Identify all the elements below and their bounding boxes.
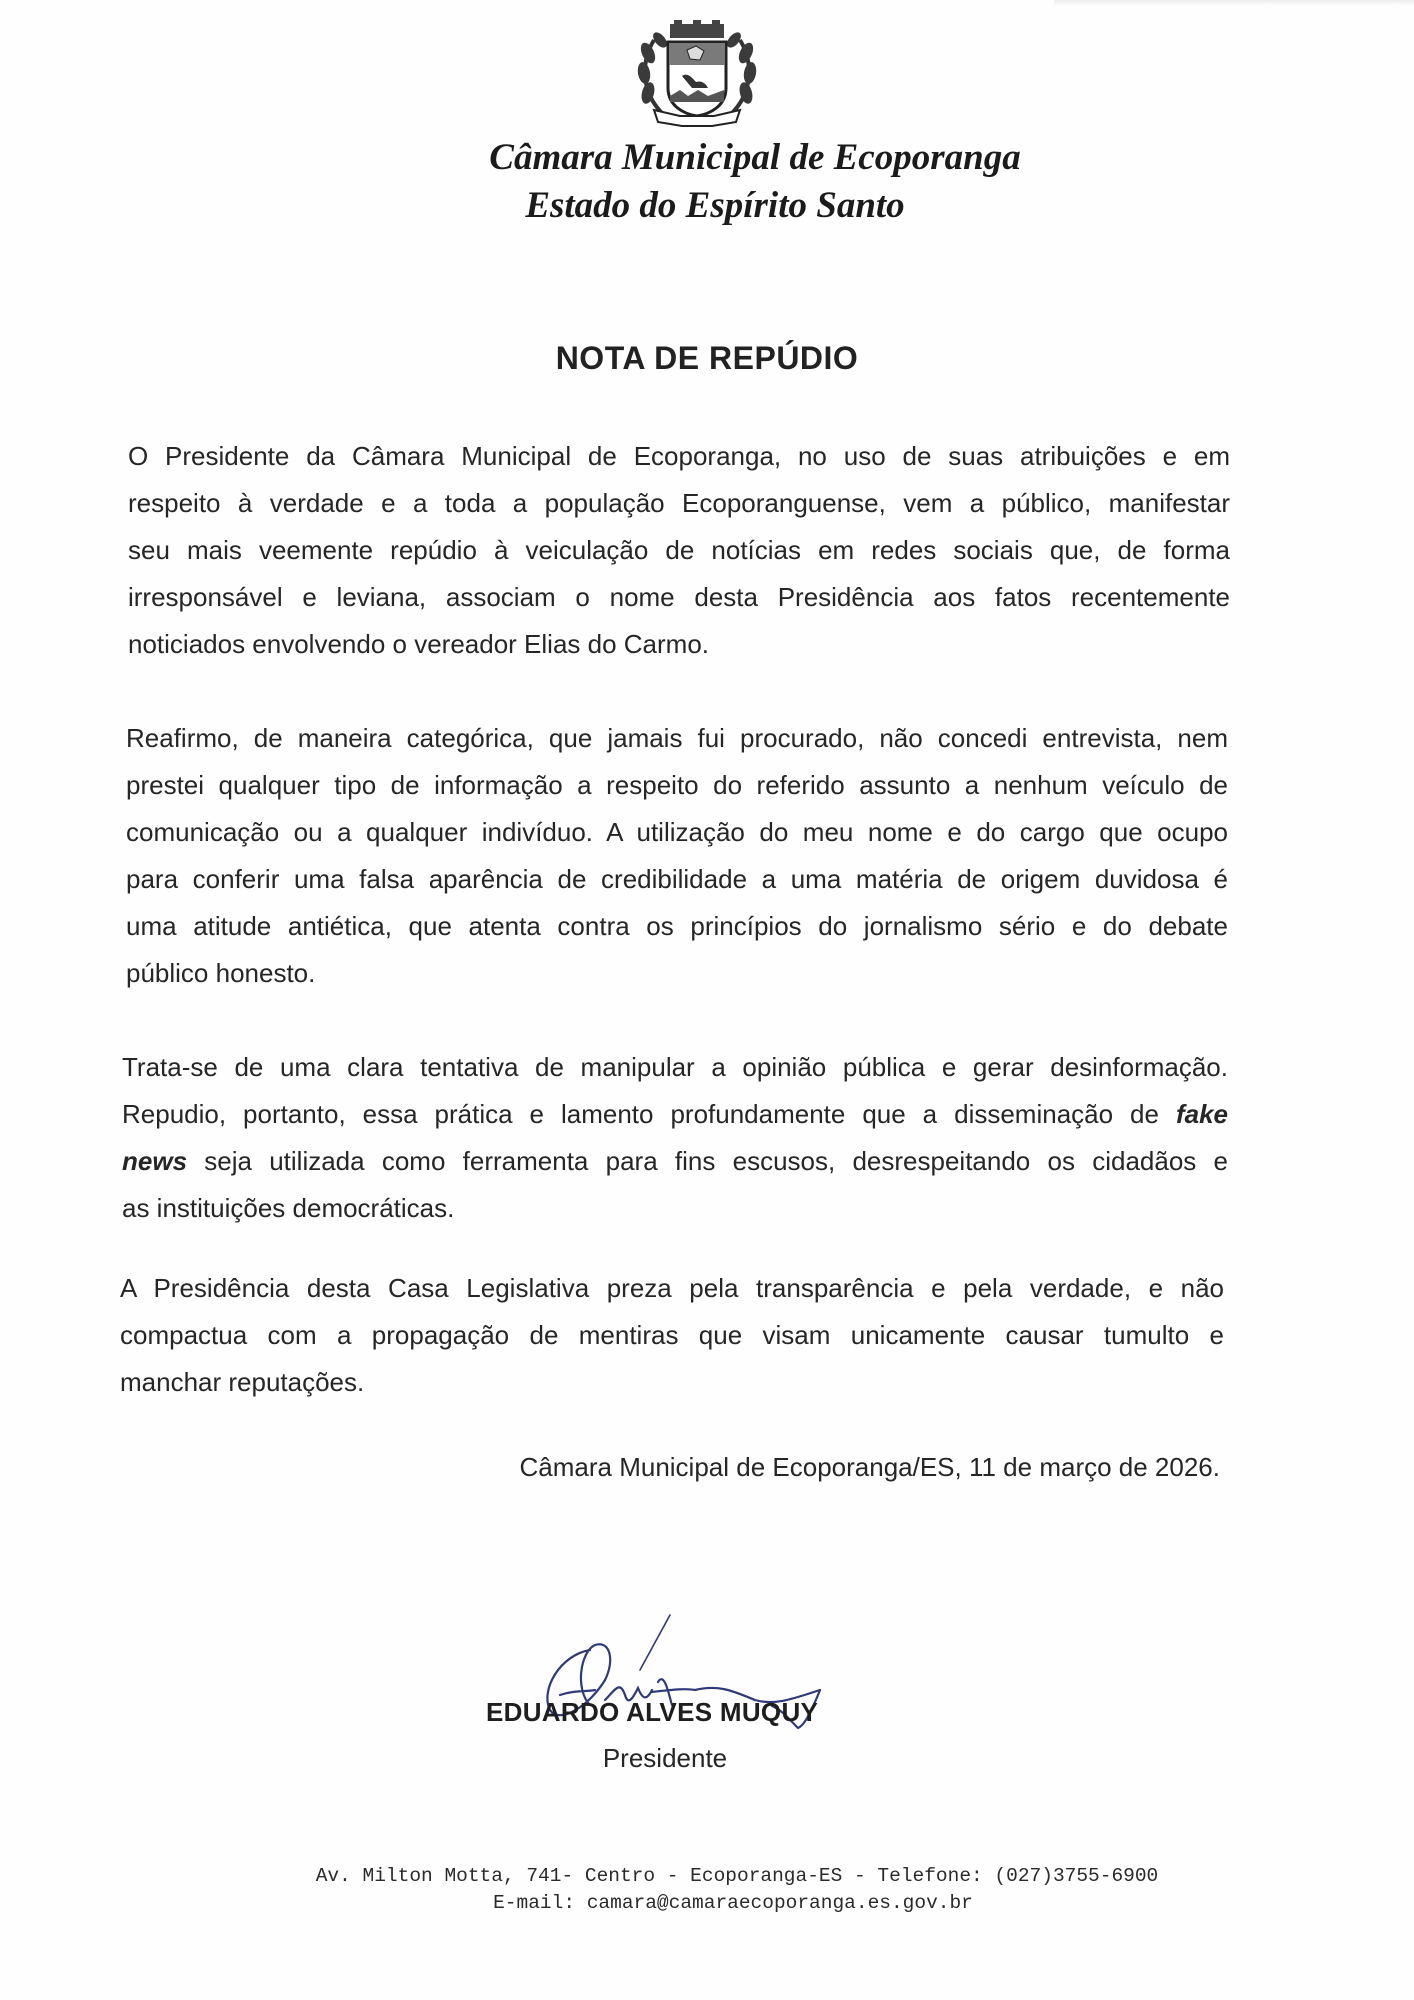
institution-name: Câmara Municipal de Ecoporanga <box>489 137 1021 178</box>
paragraph-line: uma atitude antiética, que atenta contra os princípios do jornalismo sério e do debate <box>126 911 1228 941</box>
paragraph-3 <box>122 1044 1228 1232</box>
state-name: Estado do Espírito Santo <box>525 185 905 226</box>
emphasis-fake: fake <box>1175 1099 1228 1129</box>
municipal-coat-of-arms-icon <box>632 18 762 130</box>
paragraph-line: compactua com a propagação de mentiras que visam unicamente causar tumulto e <box>120 1320 1224 1350</box>
paragraph-2 <box>126 715 1228 997</box>
footer-email: E-mail: camara@camaraecoporanga.es.gov.br <box>493 1892 973 1914</box>
handwritten-signature-icon <box>520 1610 880 1750</box>
paragraph-line: para conferir uma falsa aparência de credibilidade a uma matéria de origem duvidosa é <box>126 864 1228 894</box>
paragraph-line: respeito à verdade e a toda a população Ecoporanguense, vem a público, manifestar <box>128 488 1230 518</box>
paragraph-line: comunicação ou a qualquer indivíduo. A utilização do meu nome e do cargo que ocupo <box>126 817 1228 847</box>
paragraph-line: noticiados envolvendo o vereador Elias do Carmo. <box>128 629 710 659</box>
paragraph-line: Trata-se de uma clara tentativa de manipular a opinião pública e gerar desinformação. <box>122 1052 1228 1082</box>
paragraph-text: Repudio, portanto, essa prática e lamento profundamente que a disseminação de <box>122 1099 1176 1129</box>
paragraph-line <box>122 1138 1228 1185</box>
paragraph-line: público honesto. <box>126 958 316 988</box>
emphasis-news: news <box>122 1146 188 1176</box>
paragraph-1 <box>128 433 1230 668</box>
paragraph-4 <box>120 1265 1224 1406</box>
signer-name: EDUARDO ALVES MUQUY <box>486 1697 819 1727</box>
signer-role: Presidente <box>602 1743 728 1773</box>
paragraph-text: seja utilizada como ferramenta para fins escusos, desrespeitando os cidadãos e <box>187 1146 1228 1176</box>
paragraph-line: manchar reputações. <box>120 1367 365 1397</box>
paragraph-line: as instituições democráticas. <box>122 1193 455 1223</box>
scan-edge <box>1054 0 1414 6</box>
footer-address: Av. Milton Motta, 741- Centro - Ecoporanga-ES - Telefone: (027)3755-6900 <box>315 1865 1159 1887</box>
paragraph-line: Reafirmo, de maneira categórica, que jamais fui procurado, não concedi entrevista, nem <box>126 723 1228 753</box>
paragraph-line: A Presidência desta Casa Legislativa preza pela transparência e pela verdade, e não <box>120 1273 1224 1303</box>
paragraph-line: irresponsável e leviana, associam o nome desta Presidência aos fatos recentemente <box>128 582 1230 612</box>
paragraph-line: O Presidente da Câmara Municipal de Ecoporanga, no uso de suas atribuições e em <box>128 441 1230 471</box>
paragraph-line <box>122 1091 1228 1138</box>
paragraph-line: seu mais veemente repúdio à veiculação de notícias em redes sociais que, de forma <box>128 535 1230 565</box>
document-title: NOTA DE REPÚDIO <box>555 340 859 376</box>
date-line: Câmara Municipal de Ecoporanga/ES, 11 de março de 2026. <box>519 1452 1220 1482</box>
paragraph-line: prestei qualquer tipo de informação a respeito do referido assunto a nenhum veículo de <box>126 770 1228 800</box>
